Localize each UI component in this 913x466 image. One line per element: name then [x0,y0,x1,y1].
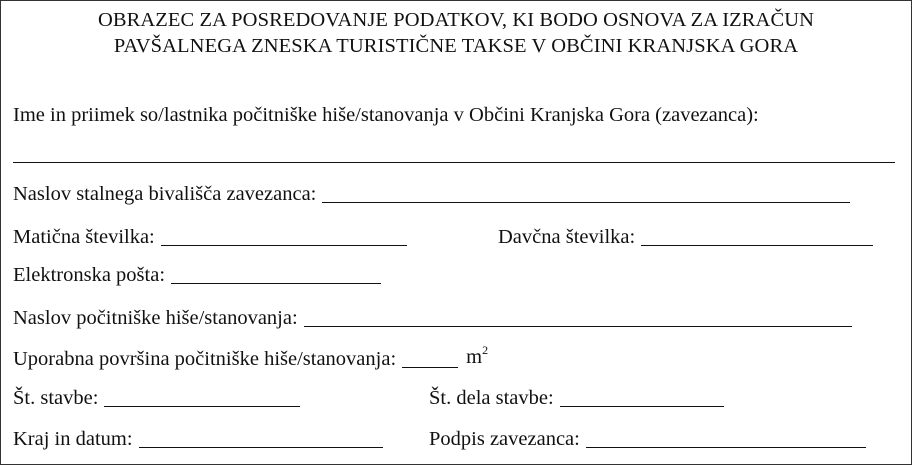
owner-name-row [13,103,759,127]
reg-number-label: Matična številka: [13,226,155,248]
reg-number-row [13,225,407,249]
signature-row [429,427,866,451]
address-row [13,182,850,206]
email-row [13,263,381,287]
building-part-field[interactable] [560,388,724,407]
building-no-field[interactable] [104,388,300,407]
address-field[interactable] [322,184,850,203]
form-title-line-2: PAVŠALNEGA ZNESKA TURISTIČNE TAKSE V OBČINI KRANJSKA GORA [113,35,799,57]
place-date-label: Kraj in datum: [13,428,133,450]
holiday-address-label: Naslov počitniške hiše/stanovanja: [13,307,298,329]
usable-area-unit-exponent: 2 [482,343,489,357]
building-no-label: Št. stavbe: [13,387,99,409]
address-label: Naslov stalnega bivališča zavezanca: [13,183,317,205]
place-date-row [13,427,383,451]
form-title-line-1: OBRAZEC ZA POSREDOVANJE PODATKOV, KI BODO OSNOVA ZA IZRAČUN [97,9,815,31]
usable-area-field[interactable] [402,349,458,368]
holiday-address-field[interactable] [304,308,852,327]
form-title [1,7,911,59]
usable-area-label: Uporabna površina počitniške hiše/stanovanja: [13,348,397,370]
usable-area-row [13,345,488,371]
tax-number-row [498,225,873,249]
signature-label: Podpis zavezanca: [429,428,580,450]
building-no-row [13,386,300,410]
reg-number-field[interactable] [161,227,407,246]
email-label: Elektronska pošta: [13,264,166,286]
owner-name-label: Ime in priimek so/lastnika počitniške hiše/stanovanja v Občini Kranjska Gora (zavezanca): [13,104,759,126]
email-field[interactable] [171,265,381,284]
signature-field[interactable] [586,429,866,448]
place-date-field[interactable] [139,429,383,448]
building-part-label: Št. dela stavbe: [429,387,554,409]
tax-number-label: Davčna številka: [498,226,636,248]
tax-number-field[interactable] [641,227,873,246]
usable-area-unit: $m^2$ [466,343,489,368]
owner-name-field[interactable] [13,162,895,163]
building-part-row [429,386,724,410]
holiday-address-row [13,306,852,330]
